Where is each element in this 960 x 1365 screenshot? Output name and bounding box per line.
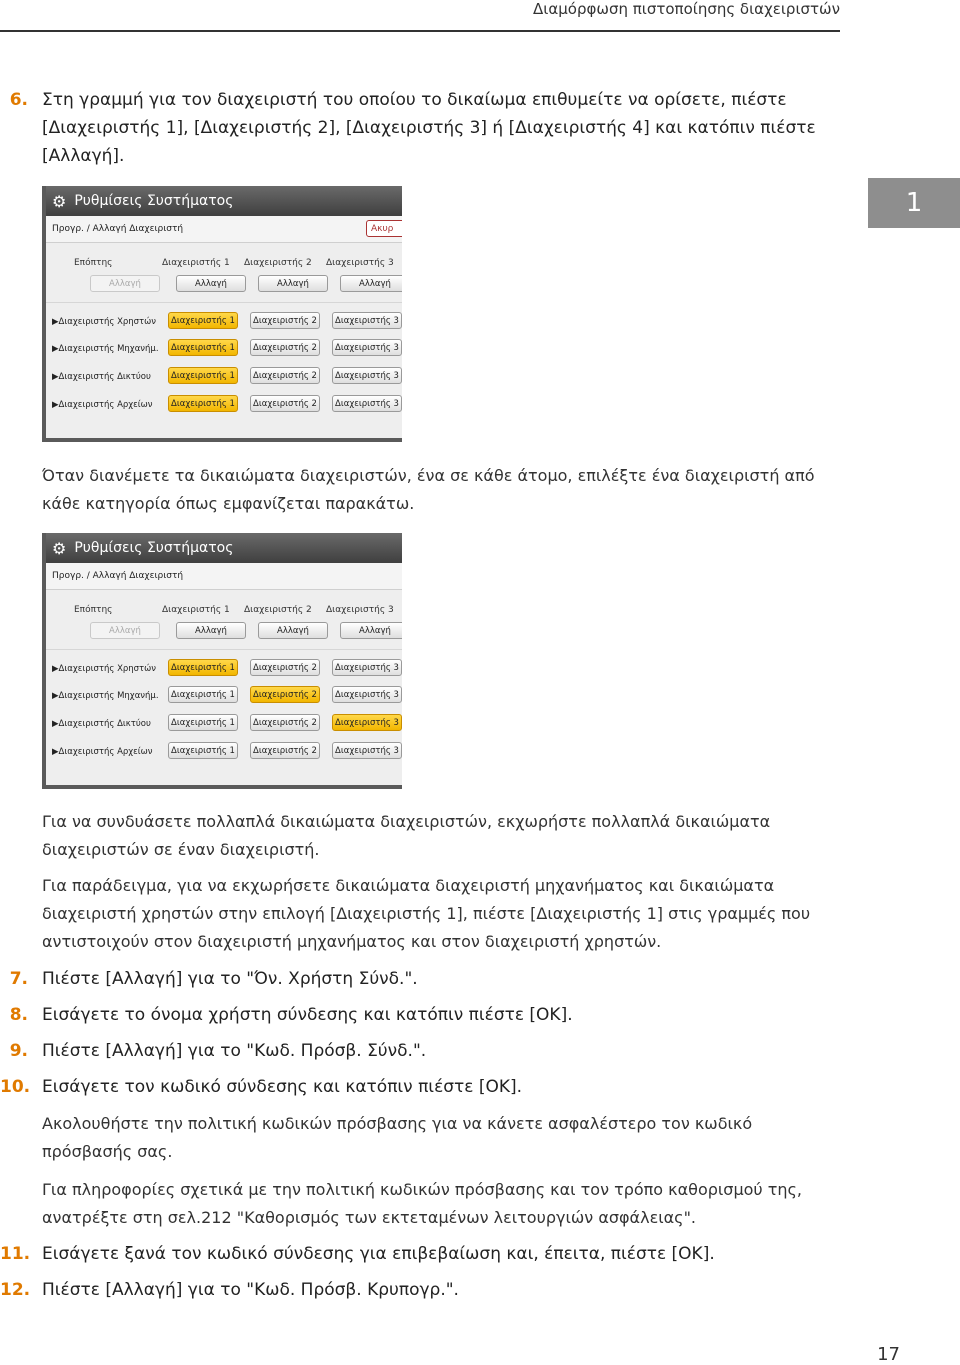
step-7 xyxy=(0,965,840,993)
user-admin-1-button[interactable]: Διαχειριστής 1 xyxy=(168,659,238,676)
col-header-admin3: Διαχειριστής 3 xyxy=(326,605,394,615)
file-admin-3-button[interactable]: Διαχειριστής 3 xyxy=(332,742,402,759)
machine-admin-1-button[interactable]: Διαχειριστής 1 xyxy=(168,339,238,356)
running-header: Διαμόρφωση πιστοποίησης διαχειριστών xyxy=(533,0,840,18)
supervisor-change-button[interactable]: Αλλαγή xyxy=(90,275,160,292)
step-9 xyxy=(0,1037,840,1065)
network-admin-3-button[interactable]: Διαχειριστής 3 xyxy=(332,367,402,384)
admin2-change-button[interactable]: Αλλαγή xyxy=(258,275,328,292)
user-admin-2-button[interactable]: Διαχειριστής 2 xyxy=(250,312,320,329)
screenshot-title: Ρυθμίσεις Συστήματος xyxy=(74,540,234,556)
network-admin-2-button[interactable]: Διαχειριστής 2 xyxy=(250,714,320,731)
step-number: 11. xyxy=(0,1244,31,1264)
network-admin-1-button[interactable]: Διαχειριστής 1 xyxy=(168,714,238,731)
machine-admin-3-button[interactable]: Διαχειριστής 3 xyxy=(332,339,402,356)
page-number: 17 xyxy=(877,1344,900,1365)
admin3-change-button[interactable]: Αλλαγή xyxy=(340,622,402,639)
step-number: 10. xyxy=(0,1077,31,1097)
admin1-change-button[interactable]: Αλλαγή xyxy=(176,275,246,292)
file-admin-3-button[interactable]: Διαχειριστής 3 xyxy=(332,395,402,412)
screenshot-admin-settings-2 xyxy=(42,533,402,789)
file-admin-1-button[interactable]: Διαχειριστής 1 xyxy=(168,395,238,412)
machine-admin-1-button[interactable]: Διαχειριστής 1 xyxy=(168,686,238,703)
step-10 xyxy=(0,1073,840,1101)
screenshot-subtitle-bar xyxy=(46,563,402,590)
col-header-supervisor: Επόπτης xyxy=(74,605,113,615)
step-text: Στη γραμμή για τον διαχειριστή του οποίου το δικαίωμα επιθυμείτε να ορίσετε, πιέστε [Διαχειριστής 1], [Διαχειριστής 2], [Διαχειριστής 3] ή [Διαχειριστής 4] και κατόπιν πιέστε [Αλλαγή]. xyxy=(42,90,816,166)
user-admin-2-button[interactable]: Διαχειριστής 2 xyxy=(250,659,320,676)
step-11 xyxy=(0,1240,840,1268)
cancel-button[interactable]: Ακυρ xyxy=(366,220,402,237)
step-text: Πιέστε [Αλλαγή] για το "Κωδ. Πρόσβ. Σύνδ.". xyxy=(42,1041,427,1061)
row-label-machine-admin: ▶Διαχειριστής Μηχανήμ. xyxy=(52,691,159,701)
machine-admin-3-button[interactable]: Διαχειριστής 3 xyxy=(332,686,402,703)
network-admin-1-button[interactable]: Διαχειριστής 1 xyxy=(168,367,238,384)
col-header-admin2: Διαχειριστής 2 xyxy=(244,605,312,615)
step-number: 8. xyxy=(9,1005,28,1025)
network-admin-3-button[interactable]: Διαχειριστής 3 xyxy=(332,714,402,731)
header-rule xyxy=(0,30,840,32)
admin3-change-button[interactable]: Αλλαγή xyxy=(340,275,402,292)
col-header-admin2: Διαχειριστής 2 xyxy=(244,258,312,268)
step-6 xyxy=(0,86,840,170)
user-admin-3-button[interactable]: Διαχειριστής 3 xyxy=(332,659,402,676)
network-admin-2-button[interactable]: Διαχειριστής 2 xyxy=(250,367,320,384)
step-12 xyxy=(0,1276,840,1304)
step-number: 9. xyxy=(9,1041,28,1061)
screenshot-subtitle: Προγρ. / Αλλαγή Διαχειριστή xyxy=(52,571,184,581)
row-label-network-admin: ▶Διαχειριστής Δικτύου xyxy=(52,719,151,729)
screenshot-subtitle: Προγρ. / Αλλαγή Διαχειριστή xyxy=(52,224,184,234)
row-label-network-admin: ▶Διαχειριστής Δικτύου xyxy=(52,372,151,382)
user-admin-1-button[interactable]: Διαχειριστής 1 xyxy=(168,312,238,329)
paragraph-example: Για παράδειγμα, για να εκχωρήσετε δικαιώματα διαχειριστή μηχανήματος και δικαιώματα διαχειριστή χρηστών στην επιλογή [Διαχειριστής 1], πιέστε [Διαχειριστής 1] στις γραμμές που αντιστοιχούν στον διαχειριστή μηχανήματος και στον διαχειριστή χρηστών. xyxy=(42,876,811,951)
col-header-admin1: Διαχειριστής 1 xyxy=(162,605,230,615)
step-number: 6. xyxy=(9,90,28,110)
gear-icon: ⚙ xyxy=(52,538,67,558)
paragraph-password-policy: Ακολουθήστε την πολιτική κωδικών πρόσβασης για να κάνετε ασφαλέστερο τον κωδικό πρόσβασής σας. xyxy=(42,1114,753,1161)
screenshot-titlebar xyxy=(46,533,402,563)
step-text: Εισάγετε τον κωδικό σύνδεσης και κατόπιν πιέστε [OK]. xyxy=(42,1077,523,1097)
gear-icon: ⚙ xyxy=(52,191,67,211)
paragraph-reference: Για πληροφορίες σχετικά με την πολιτική κωδικών πρόσβασης και τον τρόπο καθορισμού της, ανατρέξτε στη σελ.212 "Καθορισμός των εκτεταμένων λειτουργιών ασφάλειας". xyxy=(42,1180,802,1227)
paragraph-distribute: Όταν διανέμετε τα δικαιώματα διαχειριστών, ένα σε κάθε άτομο, επιλέξτε ένα διαχειριστή από κάθε κατηγορία όπως εμφανίζεται παρακάτω. xyxy=(42,466,815,513)
file-admin-1-button[interactable]: Διαχειριστής 1 xyxy=(168,742,238,759)
step-number: 12. xyxy=(0,1280,31,1300)
file-admin-2-button[interactable]: Διαχειριστής 2 xyxy=(250,742,320,759)
chapter-tab: 1 xyxy=(868,178,960,228)
step-text: Πιέστε [Αλλαγή] για το "Όν. Χρήστη Σύνδ.". xyxy=(42,969,418,989)
step-text: Πιέστε [Αλλαγή] για το "Κωδ. Πρόσβ. Κρυπογρ.". xyxy=(42,1280,459,1300)
step-number: 7. xyxy=(9,969,28,989)
row-label-file-admin: ▶Διαχειριστής Αρχείων xyxy=(52,747,153,757)
screenshot-title: Ρυθμίσεις Συστήματος xyxy=(74,193,234,209)
machine-admin-2-button[interactable]: Διαχειριστής 2 xyxy=(250,686,320,703)
admin1-change-button[interactable]: Αλλαγή xyxy=(176,622,246,639)
paragraph-combine: Για να συνδυάσετε πολλαπλά δικαιώματα διαχειριστών, εκχωρήστε πολλαπλά δικαιώματα διαχειριστών σε έναν διαχειριστή. xyxy=(42,812,771,859)
col-header-admin3: Διαχειριστής 3 xyxy=(326,258,394,268)
screenshot-admin-settings-1 xyxy=(42,186,402,442)
col-header-supervisor: Επόπτης xyxy=(74,258,113,268)
step-8 xyxy=(0,1001,840,1029)
screenshot-subtitle-bar xyxy=(46,216,402,243)
row-label-file-admin: ▶Διαχειριστής Αρχείων xyxy=(52,400,153,410)
admin2-change-button[interactable]: Αλλαγή xyxy=(258,622,328,639)
row-label-user-admin: ▶Διαχειριστής Χρηστών xyxy=(52,664,157,674)
file-admin-2-button[interactable]: Διαχειριστής 2 xyxy=(250,395,320,412)
row-label-machine-admin: ▶Διαχειριστής Μηχανήμ. xyxy=(52,344,159,354)
step-text: Εισάγετε ξανά τον κωδικό σύνδεσης για επιβεβαίωση και, έπειτα, πιέστε [OK]. xyxy=(42,1244,715,1264)
row-label-user-admin: ▶Διαχειριστής Χρηστών xyxy=(52,317,157,327)
col-header-admin1: Διαχειριστής 1 xyxy=(162,258,230,268)
supervisor-change-button[interactable]: Αλλαγή xyxy=(90,622,160,639)
screenshot-titlebar xyxy=(46,186,402,216)
user-admin-3-button[interactable]: Διαχειριστής 3 xyxy=(332,312,402,329)
divider xyxy=(46,302,402,303)
step-text: Εισάγετε το όνομα χρήστη σύνδεσης και κατόπιν πιέστε [OK]. xyxy=(42,1005,573,1025)
machine-admin-2-button[interactable]: Διαχειριστής 2 xyxy=(250,339,320,356)
divider xyxy=(46,649,402,650)
